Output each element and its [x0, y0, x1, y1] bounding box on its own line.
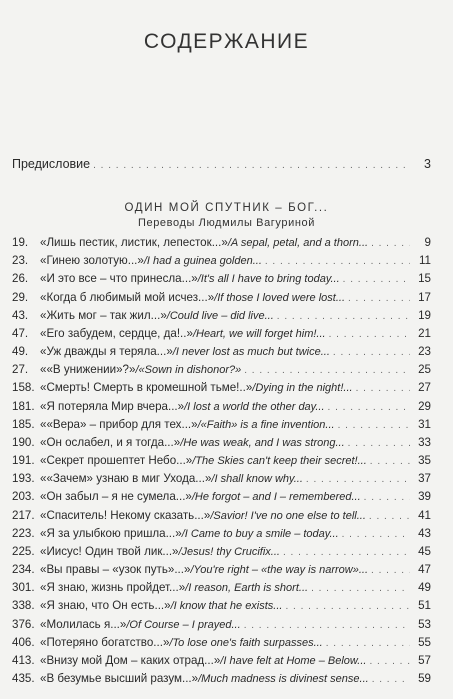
entry-number: 49. [12, 345, 29, 359]
entry-page-number: 35 [418, 454, 431, 468]
dot-leader [371, 238, 410, 249]
entry-page-number: 19 [418, 308, 431, 322]
entry-title-ru: ««Вера» – прибор для тех...» [40, 417, 198, 431]
entry-page-number: 57 [418, 653, 431, 667]
entry-title-ru: «И это все – что принесла...» [40, 272, 198, 286]
contents-entry[interactable] [12, 672, 431, 690]
entry-title-en: /To lose one's faith surpasses... [169, 636, 323, 649]
entry-title-en: /Of Course – I prayed... [126, 618, 241, 631]
entry-number: 26. [12, 272, 29, 286]
entry-page-number: 23 [418, 345, 431, 359]
section-subtitle: Переводы Людмилы Вагуриной [137, 217, 315, 229]
dot-leader [338, 420, 410, 431]
entry-number: 29. [12, 290, 29, 304]
dot-leader [306, 474, 410, 485]
entry-title-en: /I lost a world the other day... [184, 400, 325, 413]
contents-entry[interactable] [12, 309, 431, 327]
entry-title-ru: ««Зачем» узнаю в миг Ухода...» [40, 472, 212, 486]
dot-leader [326, 638, 410, 649]
contents-entry[interactable] [12, 291, 431, 309]
dot-leader [348, 293, 410, 304]
entry-title-ru: «Лишь пестик, листик, лепесток...» [40, 236, 228, 249]
dot-leader [285, 601, 410, 612]
preface-page-number: 3 [424, 157, 431, 171]
dot-leader [356, 383, 410, 394]
dot-leader [364, 492, 410, 503]
entry-page-number: 25 [418, 363, 431, 377]
entry-title-en: /Heart, we will forget him!... [192, 327, 326, 340]
dot-leader [311, 583, 410, 594]
entry-title-en: /Dying in the night!... [252, 382, 353, 395]
contents-entry[interactable] [12, 509, 431, 527]
entry-title-ru: «Я знаю, что Он есть...» [40, 599, 171, 613]
entry-page-number: 15 [418, 272, 431, 286]
entry-page-number: 53 [418, 617, 431, 631]
contents-entry[interactable] [12, 618, 431, 636]
entry-page-number: 9 [424, 236, 431, 249]
entry-number: 413. [12, 653, 35, 667]
dot-leader [343, 274, 410, 285]
entry-number: 158. [12, 381, 35, 395]
contents-entry[interactable] [12, 527, 431, 545]
contents-entry[interactable] [12, 636, 431, 654]
dot-leader [244, 620, 410, 631]
entry-number: 234. [12, 563, 35, 577]
entry-page-number: 41 [418, 508, 431, 522]
contents-entry[interactable] [12, 581, 431, 599]
dot-leader [329, 329, 410, 340]
dot-leader [372, 674, 410, 685]
contents-entry[interactable] [12, 363, 431, 381]
entry-page-number: 39 [418, 490, 431, 504]
entry-page-number: 21 [418, 326, 431, 340]
entry-title-ru: «Я потеряла Мир вчера...» [40, 399, 185, 413]
dot-leader [328, 402, 410, 413]
entry-title-en: /«Sown in dishonor?» [135, 364, 242, 377]
contents-list [12, 236, 431, 690]
entry-title-ru: «Иисус! Один твой лик...» [40, 544, 179, 558]
entry-title-ru: «Внизу мой Дом – каких отрад...» [40, 653, 221, 667]
entry-number: 191. [12, 454, 35, 468]
entry-title-en: /Much madness is divinest sense... [198, 673, 369, 686]
entry-title-ru: «Секрет прошептет Небо...» [40, 454, 193, 468]
entry-page-number: 47 [418, 563, 431, 577]
entry-title-en: /I never lost as much but twice... [172, 346, 330, 359]
entry-number: 19. [12, 236, 29, 249]
contents-entry[interactable] [12, 381, 431, 399]
entry-title-ru: «Я знаю, жизнь пройдет...» [40, 581, 186, 595]
entry-title-ru: «Спаситель! Некому сказать...» [40, 508, 211, 522]
entry-title-en: /I Came to buy a smile – today... [181, 527, 339, 540]
entry-title-en: /«Faith» is a fine invention... [197, 418, 335, 431]
entry-title-ru: «Уж дважды я теряла...» [40, 345, 173, 359]
entry-page-number: 37 [418, 472, 431, 486]
entry-number: 190. [12, 435, 35, 449]
dot-leader [348, 438, 410, 449]
dot-leader [244, 365, 410, 376]
entry-page-number: 17 [418, 290, 431, 304]
entry-number: 223. [12, 526, 35, 540]
entry-number: 185. [12, 417, 35, 431]
dot-leader [370, 456, 410, 467]
entry-number: 301. [12, 581, 35, 595]
contents-entry[interactable] [12, 345, 431, 363]
entry-number: 435. [12, 672, 35, 686]
entry-title-en: /He forgot – and I – remembered... [191, 491, 361, 504]
entry-title-en: /I had a guinea golden... [143, 255, 262, 268]
entry-number: 181. [12, 399, 35, 413]
entry-page-number: 45 [418, 544, 431, 558]
entry-title-ru: «Молилась я...» [40, 617, 127, 631]
contents-entry[interactable] [12, 654, 431, 672]
entry-page-number: 29 [418, 399, 431, 413]
contents-entry[interactable] [12, 236, 431, 254]
dot-leader [371, 565, 410, 576]
entry-title-en: /It's all I have to bring today... [197, 273, 340, 286]
entry-page-number: 27 [418, 381, 431, 395]
entry-title-ru: «Смерть! Смерть в кромешной тьме!..» [40, 381, 253, 395]
entry-number: 47. [12, 326, 29, 340]
section-title: ОДИН МОЙ СПУТНИК – БОГ... [124, 202, 329, 214]
entry-number: 376. [12, 617, 35, 631]
contents-entry[interactable] [12, 563, 431, 581]
entry-title-en: /The Skies can't keep their secret!... [192, 455, 367, 468]
entry-title-en: /I reason, Earth is short... [185, 582, 309, 595]
entry-number: 23. [12, 254, 29, 268]
contents-entry[interactable] [12, 472, 431, 490]
entry-number: 225. [12, 544, 35, 558]
dot-leader [283, 547, 410, 558]
contents-entry[interactable] [12, 436, 431, 454]
entry-title-en: /You're right – «the way is narrow»... [190, 564, 369, 577]
entry-page-number: 43 [418, 526, 431, 540]
entry-title-ru: «Гинею золотую...» [40, 254, 144, 268]
contents-entry[interactable] [12, 400, 431, 418]
entry-title-ru: «Я за улыбкою пришла...» [40, 526, 182, 540]
entry-number: 338. [12, 599, 35, 613]
entry-page-number: 33 [418, 435, 431, 449]
contents-entry[interactable] [12, 599, 431, 617]
entry-number: 217. [12, 508, 35, 522]
entry-title-en: /I have felt at Home – Below... [220, 654, 367, 667]
dot-leader [277, 311, 410, 322]
entry-title-ru: «Вы правы – «узок путь»...» [40, 563, 191, 577]
entry-number: 203. [12, 490, 35, 504]
entry-title-ru: «Его забудем, сердце, да!..» [40, 326, 193, 340]
entry-number: 406. [12, 635, 35, 649]
preface-entry[interactable] [12, 157, 431, 171]
entry-number: 27. [12, 363, 29, 377]
dot-leader [369, 511, 410, 522]
contents-entry[interactable] [12, 545, 431, 563]
entry-number: 43. [12, 308, 29, 322]
dot-leader [93, 160, 410, 171]
entry-title-en: /A sepal, petal, and a thorn... [227, 237, 369, 249]
dot-leader [342, 529, 410, 540]
dot-leader [333, 347, 410, 358]
dot-leader [369, 656, 410, 667]
entry-page-number: 55 [418, 635, 431, 649]
entry-title-ru: «Жить мог – так жил...» [40, 308, 167, 322]
contents-entry[interactable] [12, 490, 431, 508]
dot-leader [265, 256, 410, 267]
entry-number: 193. [12, 472, 35, 486]
entry-page-number: 59 [418, 672, 431, 686]
entry-title-ru: ««В унижении»?» [40, 363, 136, 377]
entry-title-en: /Could live – did live... [166, 309, 274, 322]
preface-label: Предисловие [12, 157, 91, 171]
entry-title-en: /I shall know why... [211, 473, 303, 486]
entry-title-en: /He was weak, and I was strong... [180, 436, 345, 449]
contents-entry[interactable] [12, 454, 431, 472]
contents-entry[interactable] [12, 272, 431, 290]
contents-entry[interactable] [12, 418, 431, 436]
entry-title-en: /If those I loved were lost... [214, 291, 345, 304]
entry-title-ru: «В безумье высший разум...» [40, 672, 199, 686]
entry-title-en: /Savior! I've no one else to tell... [210, 509, 366, 522]
entry-title-ru: «Когда б любимый мой исчез...» [40, 290, 215, 304]
contents-entry[interactable] [12, 327, 431, 345]
contents-entry[interactable] [12, 254, 431, 272]
entry-title-en: /I know that he exists... [170, 600, 283, 613]
entry-page-number: 51 [418, 599, 431, 613]
entry-title-ru: «Он забыл – я не сумела...» [40, 490, 192, 504]
entry-title-en: /Jesus! thy Crucifix... [178, 545, 280, 558]
entry-title-ru: «Он ослабел, и я тогда...» [40, 435, 181, 449]
entry-page-number: 11 [418, 254, 431, 268]
entry-title-ru: «Потеряно богатство...» [40, 635, 170, 649]
entry-page-number: 49 [418, 581, 431, 595]
page-title: СОДЕРЖАНИЕ [143, 30, 310, 53]
entry-page-number: 31 [418, 417, 431, 431]
